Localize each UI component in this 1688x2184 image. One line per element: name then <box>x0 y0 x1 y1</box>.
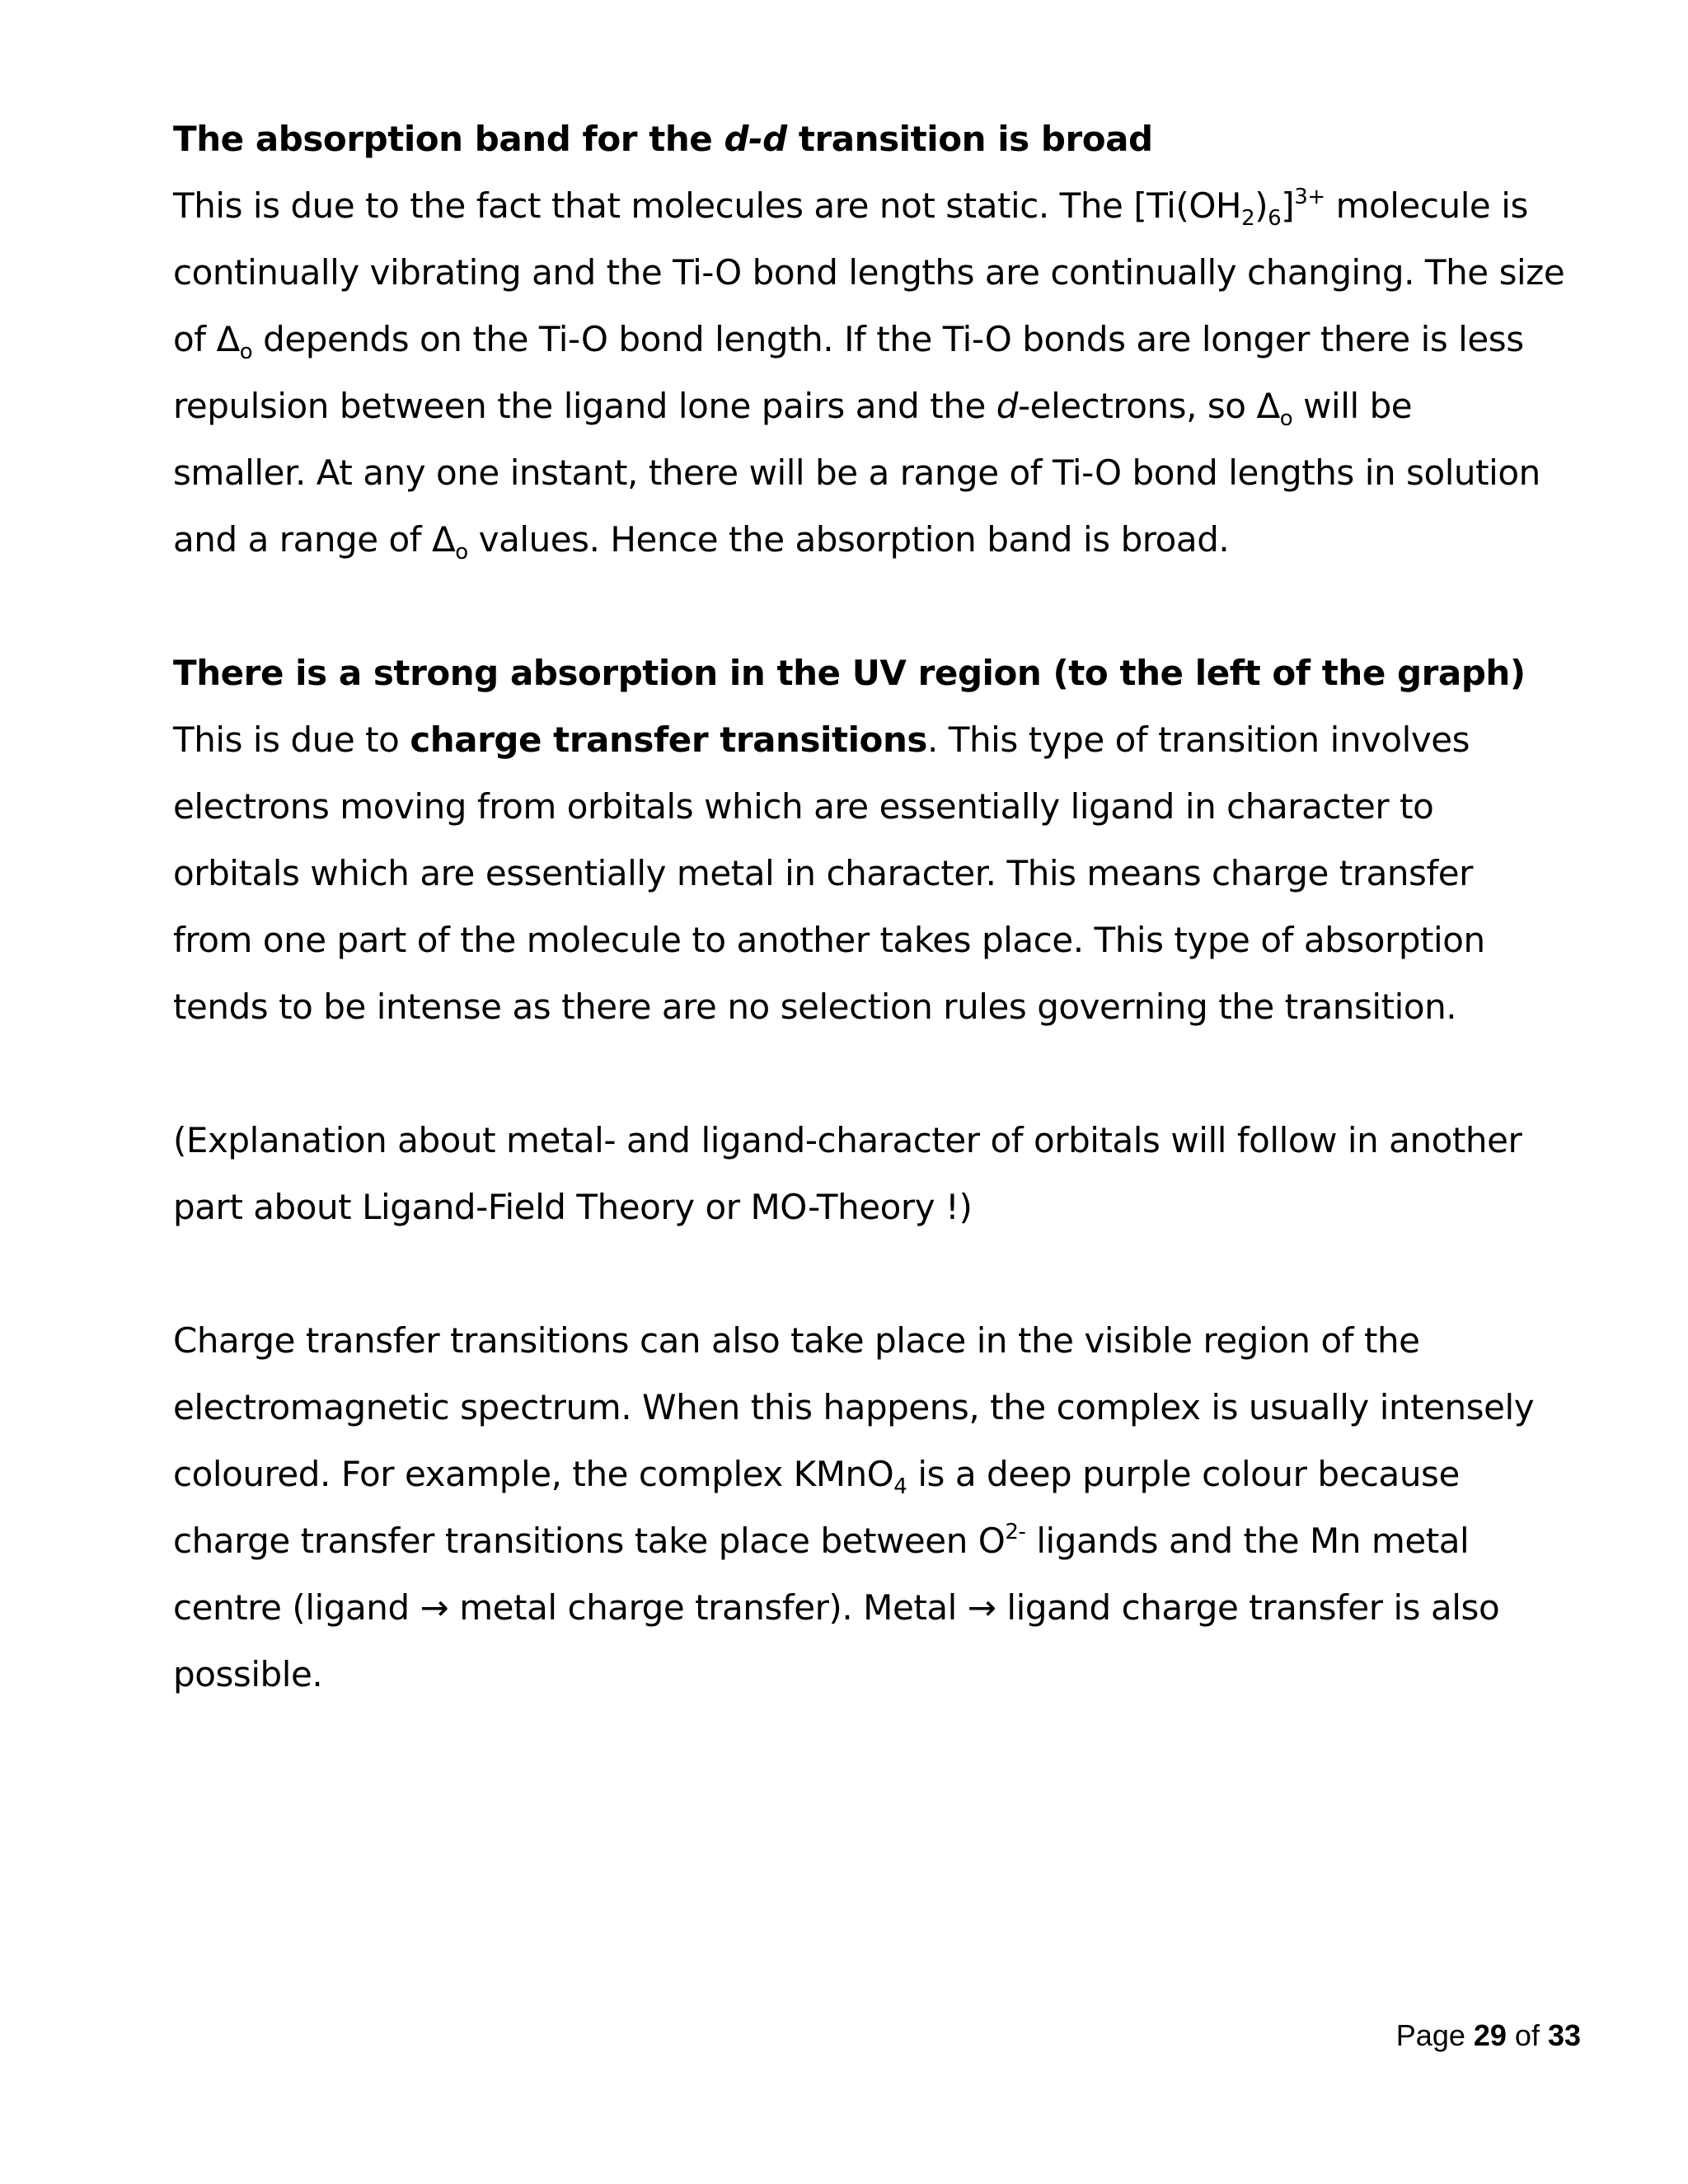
page-footer <box>1396 2018 1581 2054</box>
page-label: Page <box>1395 2018 1474 2052</box>
text-run: -electrons, so Δ <box>1017 386 1280 426</box>
text-run: repulsion between the ligand lone pairs and the <box>173 386 996 426</box>
paragraph-line: part about Ligand-Field Theory or MO-Theory !) <box>173 1187 973 1227</box>
subscript: 6 <box>1268 206 1282 232</box>
paragraph-line <box>173 373 1591 439</box>
section-heading-dd-band <box>173 105 1591 172</box>
text-run: ligands and the Mn metal <box>1025 1521 1470 1561</box>
text-run: . This type of transition involves <box>926 719 1470 760</box>
bold-text: charge transfer transitions <box>410 719 927 760</box>
paragraph-line <box>173 172 1591 239</box>
superscript: 2- <box>1005 1520 1026 1545</box>
text-run: ] <box>1281 185 1295 226</box>
text-run: This is due to <box>173 719 410 760</box>
page-total: 33 <box>1547 2018 1581 2052</box>
paragraph-spacer <box>173 1240 1591 1307</box>
heading-text: transition is broad <box>786 119 1153 159</box>
paragraph-spacer <box>173 1040 1591 1107</box>
paragraph-line: electrons moving from orbitals which are essentially ligand in character to <box>173 786 1434 827</box>
paragraph-line <box>173 706 1591 773</box>
paragraph-line: electromagnetic spectrum. When this happens, the complex is usually intensely <box>173 1387 1535 1427</box>
subscript: 4 <box>893 1474 907 1500</box>
page-number: 29 <box>1473 2018 1507 2052</box>
paragraph-line: Charge transfer transitions can also take place in the visible region of the <box>173 1320 1420 1361</box>
text-run: of Δ <box>173 319 240 359</box>
document-page <box>173 105 1591 1708</box>
subscript: 2 <box>1241 206 1255 232</box>
paragraph-line: possible. <box>173 1654 323 1694</box>
page-of-label: of <box>1506 2018 1548 2052</box>
text-run: will be <box>1292 386 1413 426</box>
superscript: 3+ <box>1294 185 1325 210</box>
paragraph-line <box>173 306 1591 373</box>
paragraph-line: smaller. At any one instant, there will be a range of Ti-O bond lengths in solution <box>173 452 1540 493</box>
italic-text: d <box>996 386 1018 426</box>
heading-italic-text: d-d <box>724 119 787 159</box>
text-run: is a deep purple colour because <box>907 1454 1460 1494</box>
text-run: This is due to the fact that molecules are not static. The [Ti(OH <box>173 185 1242 226</box>
text-run: and a range of Δ <box>173 519 456 560</box>
section-heading-uv-absorption: There is a strong absorption in the UV region (to the left of the graph) <box>173 653 1526 693</box>
paragraph-spacer <box>173 573 1591 640</box>
subscript: o <box>455 540 468 565</box>
text-run: depends on the Ti-O bond length. If the Ti-O bonds are longer there is less <box>252 319 1524 359</box>
paragraph-line: orbitals which are essentially metal in character. This means charge transfer <box>173 853 1473 893</box>
paragraph-line: (Explanation about metal- and ligand-character of orbitals will follow in another <box>173 1120 1522 1160</box>
text-run: charge transfer transitions take place between O <box>173 1521 1006 1561</box>
text-run: molecule is <box>1325 185 1528 226</box>
subscript: o <box>239 340 253 365</box>
text-run: values. Hence the absorption band is broad. <box>467 519 1230 560</box>
heading-text: The absorption band for the <box>173 119 724 159</box>
paragraph-line: centre (ligand → metal charge transfer). Metal → ligand charge transfer is also <box>173 1587 1500 1628</box>
paragraph-line: from one part of the molecule to another takes place. This type of absorption <box>173 920 1485 960</box>
paragraph-line <box>173 1507 1591 1574</box>
text-run: coloured. For example, the complex KMnO <box>173 1454 894 1494</box>
paragraph-line <box>173 1441 1591 1507</box>
text-run: ) <box>1254 185 1268 226</box>
paragraph-line: tends to be intense as there are no selection rules governing the transition. <box>173 987 1457 1027</box>
paragraph-line: continually vibrating and the Ti-O bond lengths are continually changing. The size <box>173 252 1565 293</box>
paragraph-line <box>173 506 1591 573</box>
subscript: o <box>1279 406 1293 432</box>
